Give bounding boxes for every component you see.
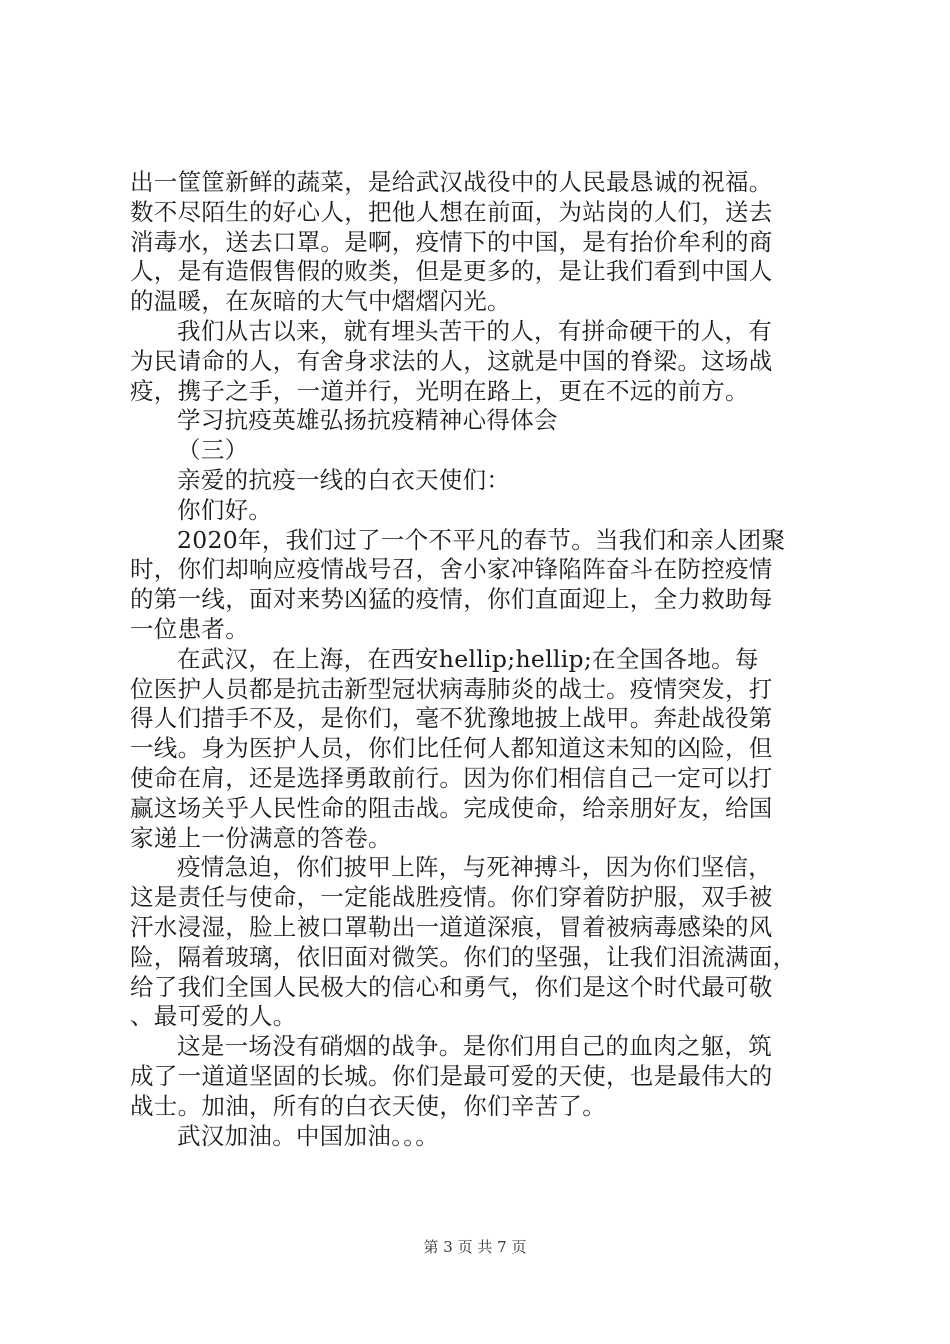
- text-line: 2020年，我们过了一个不平凡的春节。当我们和亲人团聚: [177, 525, 786, 554]
- text-line: 战士。加油，所有的白衣天使，你们辛苦了。: [130, 1091, 606, 1120]
- page-footer: 第 3 页 共 7 页: [423, 1238, 527, 1256]
- text-line: 这是一场没有硝烟的战争。是你们用自己的血肉之躯，筑: [177, 1032, 772, 1061]
- text-line: 人，是有造假售假的败类，但是更多的，是让我们看到中国人: [130, 257, 773, 286]
- text-line: 给了我们全国人民极大的信心和勇气，你们是这个时代最可敬: [130, 972, 773, 1001]
- text-line: 成了一道道坚固的长城。你们是最可爱的天使，也是最伟大的: [130, 1061, 773, 1090]
- document-body: [130, 168, 840, 1151]
- text-line: 数不尽陌生的好心人，把他人想在前面，为站岗的人们，送去: [130, 197, 773, 226]
- text-line: 位医护人员都是抗击新型冠状病毒肺炎的战士。疫情突发，打: [130, 674, 773, 703]
- text-line: 时，你们却响应疫情战号召，舍小家冲锋陷阵奋斗在防控疫情: [130, 555, 773, 584]
- text-line: 一线。身为医护人员，你们比任何人都知道这未知的凶险，但: [130, 734, 773, 763]
- text-line: 消毒水，送去口罩。是啊，疫情下的中国，是有抬价牟利的商: [130, 227, 773, 256]
- text-line: 你们好。: [177, 495, 273, 524]
- text-line: 险，隔着玻璃，依旧面对微笑。你们的坚强，让我们泪流满面，: [130, 942, 797, 971]
- text-line: 得人们措手不及，是你们，毫不犹豫地披上战甲。奔赴战役第: [130, 704, 773, 733]
- text-line: 疫，携子之手，一道并行，光明在路上，更在不远的前方。: [130, 376, 749, 405]
- text-line: 使命在肩，还是选择勇敢前行。因为你们相信自己一定可以打: [130, 763, 773, 792]
- text-line: 我们从古以来，就有埋头苦干的人，有拼命硬干的人，有: [177, 316, 772, 345]
- text-line: 在武汉，在上海，在西安hellip;hellip;在全国各地。每: [177, 644, 759, 673]
- text-line: 的温暖，在灰暗的大气中熠熠闪光。: [130, 287, 511, 316]
- text-line: 的第一线，面对来势凶猛的疫情，你们直面迎上，全力救助每: [130, 585, 773, 614]
- text-line: 亲爱的抗疫一线的白衣天使们：: [177, 465, 511, 494]
- text-line: 汗水浸湿，脸上被口罩勒出一道道深痕，冒着被病毒感染的风: [130, 912, 773, 941]
- text-line: 这是责任与使命，一定能战胜疫情。你们穿着防护服，双手被: [130, 883, 773, 912]
- text-line: 疫情急迫，你们披甲上阵，与死神搏斗，因为你们坚信，: [177, 853, 772, 882]
- text-line: 学习抗疫英雄弘扬抗疫精神心得体会: [177, 406, 558, 435]
- text-line: 、最可爱的人。: [130, 1002, 297, 1031]
- text-line: 为民请命的人，有舍身求法的人，这就是中国的脊梁。这场战: [130, 346, 773, 375]
- text-line: 一位患者。: [130, 614, 249, 643]
- text-line: 赢这场关乎人民性命的阻击战。完成使命，给亲朋好友，给国: [130, 793, 773, 822]
- text-line: 家递上一份满意的答卷。: [130, 823, 392, 852]
- text-line: 武汉加油。中国加油。。。: [177, 1121, 440, 1150]
- text-line: （三）: [177, 436, 249, 465]
- text-line: 出一筐筐新鲜的蔬菜，是给武汉战役中的人民最恳诚的祝福。: [130, 168, 773, 196]
